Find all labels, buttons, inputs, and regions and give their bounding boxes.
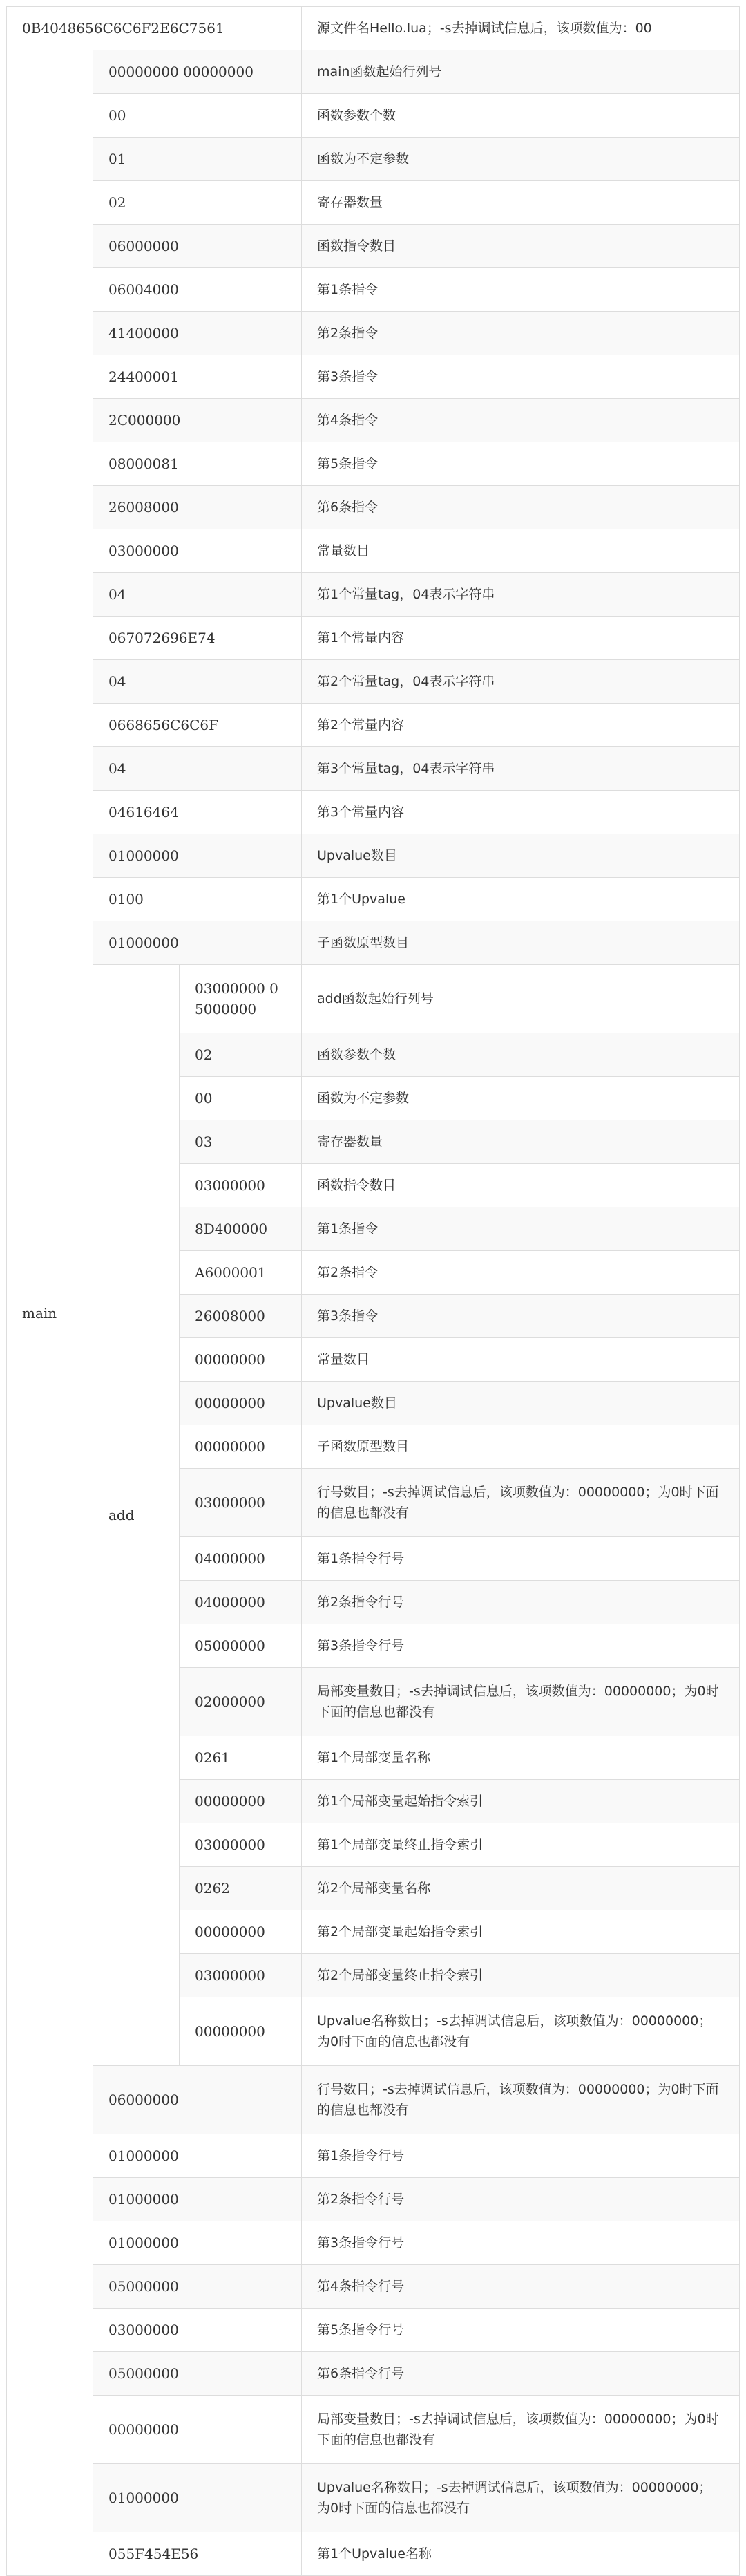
description-cell: 第3个常量tag，04表示字符串 bbox=[302, 747, 740, 791]
description-cell: 函数参数个数 bbox=[302, 1033, 740, 1077]
description-cell: 第3条指令行号 bbox=[302, 2221, 740, 2265]
hex-cell: 03000000 bbox=[180, 1954, 302, 1997]
hex-cell: 055F454E56 bbox=[93, 2532, 302, 2576]
hex-cell: 04000000 bbox=[180, 1537, 302, 1581]
hex-cell: 04616464 bbox=[93, 791, 302, 834]
table-row bbox=[7, 2265, 740, 2309]
hex-cell: A6000001 bbox=[180, 1251, 302, 1295]
description-cell: 第1条指令 bbox=[302, 268, 740, 312]
hex-cell: 00000000 bbox=[180, 1997, 302, 2066]
hex-cell: 00000000 bbox=[180, 1910, 302, 1954]
description-cell: 第1条指令 bbox=[302, 1207, 740, 1251]
description-cell: 函数为不定参数 bbox=[302, 1077, 740, 1120]
hex-cell: 41400000 bbox=[93, 312, 302, 355]
table-row bbox=[7, 268, 740, 312]
description-cell: 第4条指令 bbox=[302, 399, 740, 442]
hex-cell: 067072696E74 bbox=[93, 617, 302, 660]
table-row bbox=[7, 704, 740, 747]
description-cell: 第2个常量内容 bbox=[302, 704, 740, 747]
description-cell: 第3条指令行号 bbox=[302, 1624, 740, 1668]
hex-cell: 02 bbox=[93, 181, 302, 225]
table-row bbox=[7, 2066, 740, 2134]
hex-cell: 00 bbox=[93, 94, 302, 138]
table-row bbox=[7, 7, 740, 50]
description-cell: 局部变量数目；-s去掉调试信息后，该项数值为：00000000；为0时下面的信息也都没有 bbox=[302, 1668, 740, 1736]
description-cell: Upvalue名称数目；-s去掉调试信息后，该项数值为：00000000；为0时下面的信息也都没有 bbox=[302, 2464, 740, 2532]
description-cell: 第1个常量tag，04表示字符串 bbox=[302, 573, 740, 617]
table-row bbox=[7, 878, 740, 921]
description-cell: 第5条指令行号 bbox=[302, 2309, 740, 2352]
description-cell: 函数参数个数 bbox=[302, 94, 740, 138]
hex-cell: 03000000 bbox=[180, 1823, 302, 1867]
description-cell: 第2条指令行号 bbox=[302, 1581, 740, 1624]
description-cell: 第1条指令行号 bbox=[302, 2134, 740, 2178]
hex-cell: 03000000 bbox=[93, 529, 302, 573]
table-row bbox=[7, 312, 740, 355]
table-row bbox=[7, 2134, 740, 2178]
description-cell: 寄存器数量 bbox=[302, 181, 740, 225]
hex-cell: 03000000 bbox=[180, 1469, 302, 1537]
hex-cell: 8D400000 bbox=[180, 1207, 302, 1251]
table-row bbox=[7, 486, 740, 529]
hex-cell: 01000000 bbox=[93, 2178, 302, 2221]
table-row bbox=[7, 2178, 740, 2221]
hex-cell: 01000000 bbox=[93, 921, 302, 965]
description-cell: 寄存器数量 bbox=[302, 1120, 740, 1164]
hex-cell: 00000000 bbox=[180, 1382, 302, 1425]
description-cell: 子函数原型数目 bbox=[302, 1425, 740, 1469]
hex-cell: 04000000 bbox=[180, 1581, 302, 1624]
description-cell: 第4条指令行号 bbox=[302, 2265, 740, 2309]
description-cell: 常量数目 bbox=[302, 1338, 740, 1382]
hex-cell: 05000000 bbox=[93, 2265, 302, 2309]
hex-cell: 0668656C6C6F bbox=[93, 704, 302, 747]
table-row bbox=[7, 791, 740, 834]
bytecode-table-body bbox=[7, 7, 740, 2576]
hex-cell: 00000000 bbox=[180, 1425, 302, 1469]
description-cell: 第1个局部变量起始指令索引 bbox=[302, 1780, 740, 1823]
table-row bbox=[7, 617, 740, 660]
hex-cell: 00 bbox=[180, 1077, 302, 1120]
table-row bbox=[7, 225, 740, 268]
hex-cell: 04 bbox=[93, 660, 302, 704]
hex-cell: 01000000 bbox=[93, 2221, 302, 2265]
description-cell: 第2条指令行号 bbox=[302, 2178, 740, 2221]
hex-cell: 06000000 bbox=[93, 225, 302, 268]
description-cell: 第1个局部变量终止指令索引 bbox=[302, 1823, 740, 1867]
description-cell: 第2条指令 bbox=[302, 1251, 740, 1295]
description-cell: 函数指令数目 bbox=[302, 225, 740, 268]
hex-cell: 08000081 bbox=[93, 442, 302, 486]
hex-cell: 04 bbox=[93, 747, 302, 791]
hex-cell: 03000000 05000000 bbox=[180, 965, 302, 1033]
hex-cell: 0100 bbox=[93, 878, 302, 921]
hex-cell: 00000000 00000000 bbox=[93, 50, 302, 94]
table-row bbox=[7, 660, 740, 704]
hex-cell: 05000000 bbox=[93, 2352, 302, 2396]
description-cell: 子函数原型数目 bbox=[302, 921, 740, 965]
hex-cell: 26008000 bbox=[180, 1295, 302, 1338]
description-cell: 函数指令数目 bbox=[302, 1164, 740, 1207]
description-cell: 局部变量数目；-s去掉调试信息后，该项数值为：00000000；为0时下面的信息也都没有 bbox=[302, 2396, 740, 2464]
table-row bbox=[7, 747, 740, 791]
table-row bbox=[7, 138, 740, 181]
hex-cell: 03000000 bbox=[93, 2309, 302, 2352]
description-cell: 第1个Upvalue bbox=[302, 878, 740, 921]
hex-cell: 00000000 bbox=[180, 1338, 302, 1382]
table-row bbox=[7, 181, 740, 225]
table-row bbox=[7, 2396, 740, 2464]
hex-cell: 01000000 bbox=[93, 2134, 302, 2178]
hex-cell: 0261 bbox=[180, 1736, 302, 1780]
table-row bbox=[7, 529, 740, 573]
description-cell: 第2条指令 bbox=[302, 312, 740, 355]
table-row bbox=[7, 2352, 740, 2396]
table-row bbox=[7, 399, 740, 442]
hex-cell: 26008000 bbox=[93, 486, 302, 529]
table-row bbox=[7, 921, 740, 965]
description-cell: 第1个常量内容 bbox=[302, 617, 740, 660]
description-cell: 第3个常量内容 bbox=[302, 791, 740, 834]
hex-cell: 05000000 bbox=[180, 1624, 302, 1668]
hex-cell: 03000000 bbox=[180, 1164, 302, 1207]
description-cell: Upvalue名称数目；-s去掉调试信息后，该项数值为：00000000；为0时下面的信息也都没有 bbox=[302, 1997, 740, 2066]
table-row bbox=[7, 2309, 740, 2352]
description-cell: 第2个常量tag，04表示字符串 bbox=[302, 660, 740, 704]
description-cell: 第2个局部变量名称 bbox=[302, 1867, 740, 1910]
description-cell: 第2个局部变量终止指令索引 bbox=[302, 1954, 740, 1997]
hex-cell: 01000000 bbox=[93, 834, 302, 878]
table-row bbox=[7, 2221, 740, 2265]
description-cell: 函数为不定参数 bbox=[302, 138, 740, 181]
table-row bbox=[7, 50, 740, 94]
hex-cell: 24400001 bbox=[93, 355, 302, 399]
description-cell: 第3条指令 bbox=[302, 355, 740, 399]
table-row bbox=[7, 834, 740, 878]
description-cell: 第2个局部变量起始指令索引 bbox=[302, 1910, 740, 1954]
hex-cell: 06004000 bbox=[93, 268, 302, 312]
table-row bbox=[7, 2464, 740, 2532]
description-cell: 第3条指令 bbox=[302, 1295, 740, 1338]
hex-cell: 04 bbox=[93, 573, 302, 617]
table-row bbox=[7, 355, 740, 399]
description-cell: 行号数目；-s去掉调试信息后，该项数值为：00000000；为0时下面的信息也都没有 bbox=[302, 1469, 740, 1537]
hex-cell: 06000000 bbox=[93, 2066, 302, 2134]
hex-cell: 02000000 bbox=[180, 1668, 302, 1736]
hex-cell: 0262 bbox=[180, 1867, 302, 1910]
table-row bbox=[7, 2532, 740, 2576]
description-cell: 第6条指令 bbox=[302, 486, 740, 529]
bytecode-table bbox=[6, 6, 740, 2576]
description-cell: Upvalue数目 bbox=[302, 1382, 740, 1425]
description-cell: 常量数目 bbox=[302, 529, 740, 573]
hex-cell: 01000000 bbox=[93, 2464, 302, 2532]
description-cell: 第6条指令行号 bbox=[302, 2352, 740, 2396]
hex-cell: 01 bbox=[93, 138, 302, 181]
add-function-label: add bbox=[93, 965, 180, 2066]
description-cell: 第1个局部变量名称 bbox=[302, 1736, 740, 1780]
hex-cell: 02 bbox=[180, 1033, 302, 1077]
hex-cell: 00000000 bbox=[180, 1780, 302, 1823]
description-cell: 行号数目；-s去掉调试信息后，该项数值为：00000000；为0时下面的信息也都没有 bbox=[302, 2066, 740, 2134]
table-row bbox=[7, 573, 740, 617]
table-row bbox=[7, 965, 740, 1033]
table-row bbox=[7, 94, 740, 138]
description-cell: 第1条指令行号 bbox=[302, 1537, 740, 1581]
hex-cell: 00000000 bbox=[93, 2396, 302, 2464]
main-function-label: main bbox=[7, 50, 93, 2576]
description-cell: add函数起始行列号 bbox=[302, 965, 740, 1033]
hex-cell: 03 bbox=[180, 1120, 302, 1164]
description-cell: 源文件名Hello.lua；-s去掉调试信息后，该项数值为：00 bbox=[302, 7, 740, 50]
hex-cell: 2C000000 bbox=[93, 399, 302, 442]
description-cell: Upvalue数目 bbox=[302, 834, 740, 878]
description-cell: 第5条指令 bbox=[302, 442, 740, 486]
description-cell: main函数起始行列号 bbox=[302, 50, 740, 94]
description-cell: 第1个Upvalue名称 bbox=[302, 2532, 740, 2576]
table-row bbox=[7, 442, 740, 486]
hex-cell: 0B4048656C6C6F2E6C7561 bbox=[7, 7, 302, 50]
